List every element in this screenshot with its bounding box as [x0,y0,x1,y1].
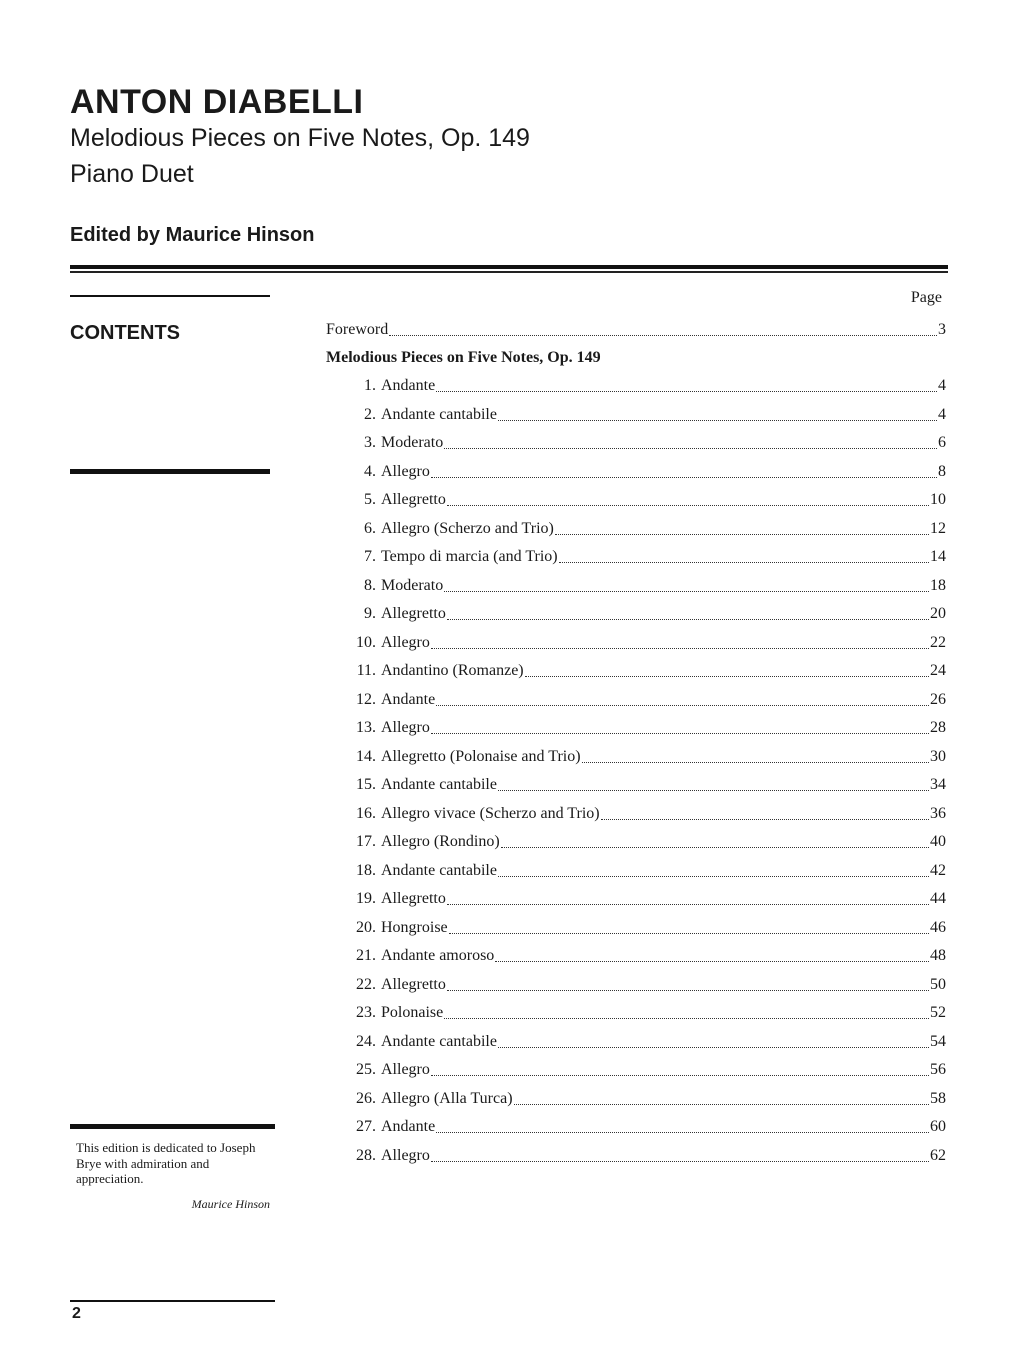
toc-entry [326,602,946,626]
work-subtitle: Piano Duet [70,160,194,188]
toc-entry-title: Andante [381,1118,436,1135]
toc-entry-number: 26. [356,1089,376,1107]
header-rule-thin [70,271,948,273]
toc-entry-number: 27. [356,1118,376,1135]
toc-entry-title: Allegro (Alla Turca) [381,1089,513,1107]
toc-foreword-title: Foreword [326,321,389,338]
toc-entry [326,859,946,883]
toc-entry [326,830,946,854]
toc-entry-page: 62 [930,1146,946,1164]
toc-entry-title: Allegretto [381,605,446,622]
toc-leader-dots [431,1074,929,1076]
toc-entry-page: 18 [930,576,946,594]
toc-entry [326,460,946,484]
toc-entry-title: Hongroise [381,918,448,936]
toc-leader-dots [601,818,929,820]
toc-entry-title: Allegretto [381,890,446,907]
toc-entry [326,716,946,740]
toc-entry-page: 34 [930,776,946,793]
dedication-signature: Maurice Hinson [191,1197,270,1211]
toc-entry-number: 13. [356,719,376,736]
toc-entry-title: Allegretto [381,975,446,993]
editor-credit: Edited by Maurice Hinson [70,224,315,246]
toc-entry-page: 36 [930,804,946,822]
toc-entry-number: 21. [356,947,376,964]
toc-leader-dots [449,932,929,934]
toc-entry-title: Andante amoroso [381,947,495,964]
toc-entry-number: 1. [364,377,376,394]
toc-entry-title: Allegretto (Polonaise and Trio) [381,747,581,765]
toc-leader-dots [498,1046,929,1048]
toc-leader-dots [389,334,937,336]
toc-entry [326,688,946,712]
toc-entry [326,802,946,826]
toc-entry-number: 16. [356,804,376,822]
toc-entry [326,745,946,769]
toc-entry-page: 24 [930,662,946,679]
toc-entry-page: 56 [930,1061,946,1078]
toc-entry-page: 46 [930,918,946,936]
toc-section-title: Melodious Pieces on Five Notes, Op. 149 [326,349,601,366]
toc-leader-dots [431,647,929,649]
toc-entry-number: 8. [364,576,376,594]
toc-foreword-page: 3 [938,321,946,338]
toc-entry-title: Allegretto [381,491,446,508]
toc-entry-title: Allegro (Rondino) [381,833,500,850]
toc-leader-dots [514,1103,929,1105]
toc-entry-number: 2. [364,405,376,423]
toc-entry-title: Moderato [381,434,444,451]
toc-leader-dots [444,447,937,449]
toc-entry-number: 22. [356,975,376,993]
toc-entry-page: 26 [930,690,946,708]
toc-entry [326,1058,946,1082]
toc-entry-page: 22 [930,633,946,651]
toc-leader-dots [498,419,937,421]
toc-leader-dots [444,590,929,592]
toc-entry-page: 4 [938,405,946,423]
toc-foreword-row [326,318,946,342]
toc-entry-title: Andante [381,377,436,394]
toc-leader-dots [498,789,929,791]
toc-entry-number: 11. [356,662,376,679]
toc-entry-title: Allegro [381,633,430,651]
toc-entry-number: 24. [356,1032,376,1050]
toc-entry-page: 58 [930,1089,946,1107]
toc-entry [326,1030,946,1054]
page-number: 2 [72,1305,81,1322]
toc-entry-page: 60 [930,1118,946,1135]
toc-entry-page: 14 [930,548,946,565]
toc-entry-page: 4 [938,377,946,394]
toc-leader-dots [444,1017,929,1019]
toc-entry-page: 54 [930,1032,946,1050]
toc-entry-title: Moderato [381,576,444,594]
toc-leader-dots [447,504,929,506]
toc-entry-number: 7. [364,548,376,565]
toc-entry-title: Allegro [381,1061,430,1078]
toc-leader-dots [525,675,929,677]
dedication-text: This edition is dedicated to Joseph Brye with admiration and appreciation. [76,1140,256,1186]
toc-entry [326,545,946,569]
sidebar-rule-mid [70,469,270,474]
toc-entry-number: 17. [356,833,376,850]
toc-entry [326,1144,946,1168]
toc-entry [326,574,946,598]
toc-entry-title: Allegro [381,719,430,736]
toc-leader-dots [447,903,929,905]
toc-entry-page: 12 [930,519,946,537]
footer-rule [70,1300,275,1302]
toc-leader-dots [559,561,929,563]
toc-entry-number: 4. [364,462,376,480]
toc-entry [326,773,946,797]
contents-heading: CONTENTS [70,322,180,344]
toc-leader-dots [555,533,929,535]
toc-entry [326,659,946,683]
toc-entry-title: Andante cantabile [381,1032,497,1050]
toc-entry-title: Polonaise [381,1004,444,1021]
work-title: Melodious Pieces on Five Notes, Op. 149 [70,124,530,152]
toc-entry-page: 20 [930,605,946,622]
sidebar-rule-top [70,295,270,297]
toc-entry-number: 9. [364,605,376,622]
toc-entry [326,916,946,940]
toc-entry-number: 19. [356,890,376,907]
toc-entry-title: Andantino (Romanze) [381,662,524,679]
toc-entry-page: 30 [930,747,946,765]
toc-leader-dots [501,846,929,848]
toc-entry-title: Andante cantabile [381,405,497,423]
toc-leader-dots [436,704,929,706]
toc-leader-dots [447,989,929,991]
toc-entry-number: 20. [356,918,376,936]
sidebar-rule-dedication [70,1124,275,1129]
toc-leader-dots [447,618,929,620]
header-rule-thick [70,265,948,269]
toc-entry-title: Tempo di marcia (and Trio) [381,548,558,565]
toc-entry-number: 25. [356,1061,376,1078]
composer-name: ANTON DIABELLI [70,83,364,121]
toc-entry-page: 6 [938,434,946,451]
toc-entry-number: 12. [356,690,376,708]
toc-entry-title: Andante cantabile [381,861,497,879]
toc-leader-dots [431,732,929,734]
toc-entry-page: 44 [930,890,946,907]
toc-entry-number: 14. [356,747,376,765]
toc-entry-title: Andante cantabile [381,776,497,793]
toc-entry-title: Andante [381,690,436,708]
toc-entry-number: 18. [356,861,376,879]
toc-entry [326,517,946,541]
toc-entry [326,973,946,997]
toc-entry-number: 28. [356,1146,376,1164]
toc-page-column-label: Page [910,289,942,306]
toc-entry-title: Allegro [381,1146,430,1164]
toc-entry [326,1087,946,1111]
toc-leader-dots [436,390,937,392]
toc-entry-page: 42 [930,861,946,879]
toc-leader-dots [431,1160,929,1162]
toc-entry [326,631,946,655]
toc-entry [326,1001,946,1025]
toc-entry-number: 6. [364,519,376,537]
toc-entry [326,887,946,911]
toc-entry-page: 40 [930,833,946,850]
toc-entry-number: 23. [356,1004,376,1021]
toc-entry-page: 52 [930,1004,946,1021]
toc-entry-title: Allegro [381,462,430,480]
toc-entry-page: 8 [938,462,946,480]
toc-entry-title: Allegro vivace (Scherzo and Trio) [381,804,600,822]
toc-leader-dots [436,1131,929,1133]
toc-entry-page: 28 [930,719,946,736]
toc-entry [326,403,946,427]
toc-entry-number: 3. [364,434,376,451]
toc-leader-dots [431,476,937,478]
toc-leader-dots [498,875,929,877]
toc-entry [326,374,946,398]
toc-entry-page: 50 [930,975,946,993]
toc-entry [326,944,946,968]
toc-entry-page: 48 [930,947,946,964]
toc-entry [326,431,946,455]
toc-entry-page: 10 [930,491,946,508]
toc-leader-dots [495,960,929,962]
toc-leader-dots [582,761,929,763]
toc-entry-number: 10. [356,633,376,651]
toc-entry-number: 5. [364,491,376,508]
toc-entry-title: Allegro (Scherzo and Trio) [381,519,554,537]
toc-entry-number: 15. [356,776,376,793]
toc-entry [326,488,946,512]
toc-entry [326,1115,946,1139]
